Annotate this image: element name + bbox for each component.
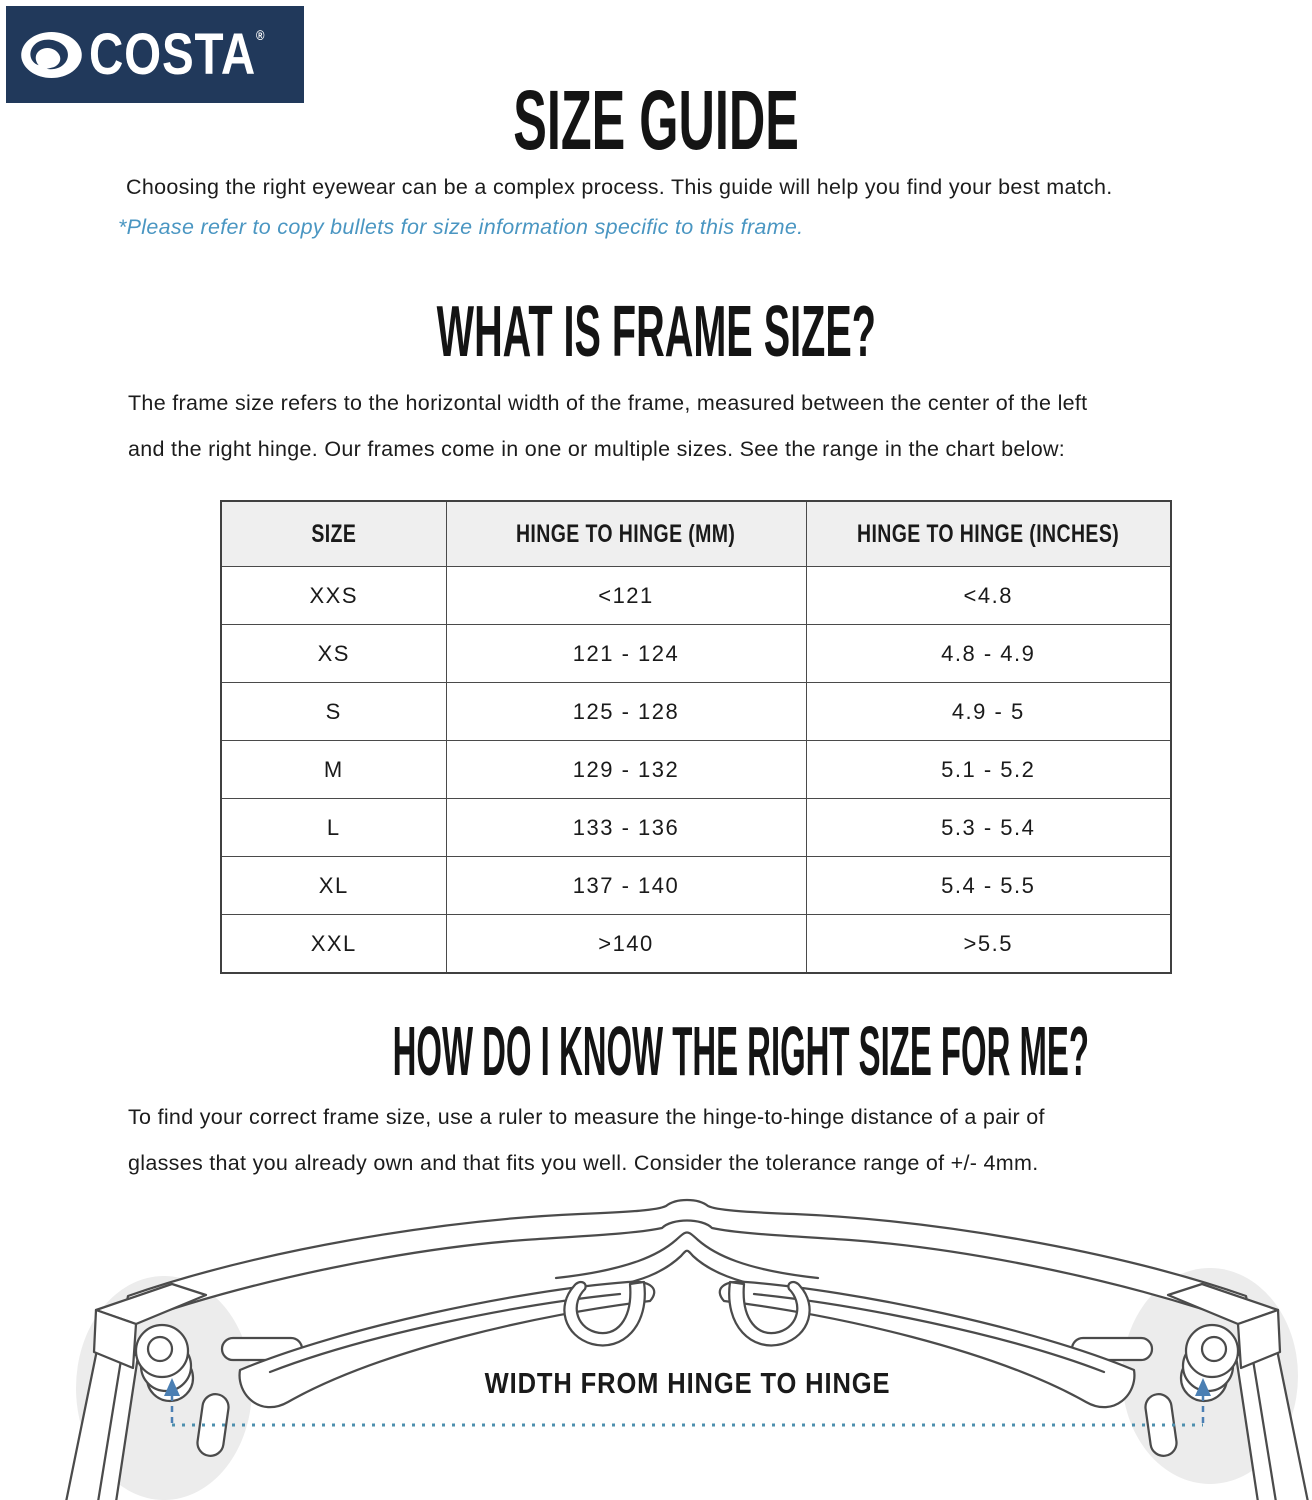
right-size-line-2: glasses that you already own and that fits you well. Consider the tolerance range of +/- 4mm.	[128, 1151, 1039, 1175]
size-table-cell: 137 - 140	[446, 857, 806, 915]
frame-line-art	[66, 1200, 1308, 1500]
size-table-row	[221, 915, 1171, 974]
glasses-diagram	[0, 1180, 1312, 1500]
right-size-paragraph	[128, 1094, 1045, 1186]
brand-name	[88, 21, 266, 87]
size-table-cell: S	[221, 683, 446, 741]
size-table-row	[221, 799, 1171, 857]
size-table-cell: XL	[221, 857, 446, 915]
intro-note: *Please refer to copy bullets for size information specific to this frame.	[118, 215, 804, 239]
section-heading-right-size: HOW DO I KNOW THE RIGHT SIZE FOR ME?	[392, 1012, 1089, 1090]
size-table-cell: 5.3 - 5.4	[806, 799, 1171, 857]
size-table	[220, 500, 1172, 974]
size-table-cell: >5.5	[806, 915, 1171, 974]
size-table-row	[221, 625, 1171, 683]
brand-name-text: COSTA	[88, 21, 257, 87]
registered-mark: ®	[256, 26, 266, 43]
size-table-cell: L	[221, 799, 446, 857]
size-table-cell: 4.9 - 5	[806, 683, 1171, 741]
size-table-cell: <121	[446, 567, 806, 625]
glasses-top-view-sketch	[0, 1180, 1312, 1500]
size-table-cell: M	[221, 741, 446, 799]
section-heading-frame-size: WHAT IS FRAME SIZE?	[436, 292, 876, 372]
frame-size-paragraph	[128, 380, 1087, 472]
right-size-line-1: To find your correct frame size, use a ruler to measure the hinge-to-hinge distance of a pair of	[128, 1105, 1045, 1129]
size-table-row	[221, 741, 1171, 799]
size-table-cell: <4.8	[806, 567, 1171, 625]
size-table-cell: 5.1 - 5.2	[806, 741, 1171, 799]
size-table-cell: 125 - 128	[446, 683, 806, 741]
size-table-cell: 4.8 - 4.9	[806, 625, 1171, 683]
size-table-cell: 133 - 136	[446, 799, 806, 857]
column-header-hinge-inches: HINGE TO HINGE (INCHES)	[806, 501, 1171, 567]
frame-size-line-1: The frame size refers to the horizontal width of the frame, measured between the center of the left	[128, 391, 1088, 415]
frame-size-line-2: and the right hinge. Our frames come in one or multiple sizes. See the range in the chart below:	[128, 437, 1066, 461]
size-table-cell: XS	[221, 625, 446, 683]
size-table-row	[221, 857, 1171, 915]
size-table-cell: 121 - 124	[446, 625, 806, 683]
column-header-hinge-mm: HINGE TO HINGE (MM)	[446, 501, 806, 567]
intro-text: Choosing the right eyewear can be a complex process. This guide will help you find your best match.	[126, 175, 1113, 199]
size-table-cell: XXS	[221, 567, 446, 625]
size-table-cell: XXL	[221, 915, 446, 974]
column-header-size: SIZE	[221, 501, 446, 567]
size-table-cell: 129 - 132	[446, 741, 806, 799]
figure-caption: WIDTH FROM HINGE TO HINGE	[485, 1368, 891, 1400]
size-table-cell: 5.4 - 5.5	[806, 857, 1171, 915]
size-table-row	[221, 567, 1171, 625]
size-table-row	[221, 683, 1171, 741]
size-table-cell: >140	[446, 915, 806, 974]
page-title: SIZE GUIDE	[513, 73, 799, 167]
size-table-header-row	[221, 501, 1171, 567]
